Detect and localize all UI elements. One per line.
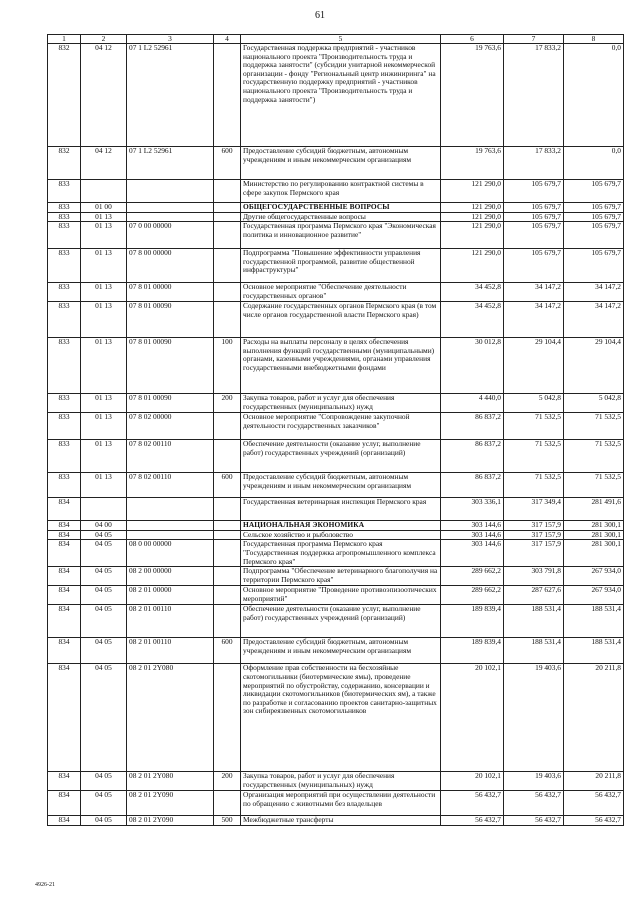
cell-target-article: 07 8 02 00110 [127,473,214,498]
cell-amount-2021: 121 290,0 [441,180,504,203]
cell-section: 04 05 [81,567,127,586]
cell-amount-2022: 17 833,2 [504,147,564,180]
table-row [48,147,624,180]
cell-amount-2021: 303 144,6 [441,521,504,531]
cell-amount-2022: 188 531,4 [504,605,564,638]
cell-expense-type: 200 [214,772,241,791]
cell-expense-type: 200 [214,394,241,413]
cell-amount-2022: 317 157,9 [504,530,564,540]
cell-admin-code: 834 [48,638,81,664]
cell-expense-type [214,521,241,531]
cell-amount-2022: 105 679,7 [504,222,564,249]
cell-amount-2023: 0,0 [564,44,624,147]
cell-admin-code: 833 [48,473,81,498]
cell-section: 01 13 [81,440,127,473]
cell-amount-2022: 56 432,7 [504,791,564,816]
cell-name: Предоставление субсидий бюджетным, автономным учреждениям и иным некоммерческим организациям [241,473,441,498]
cell-name: Организация мероприятий при осуществлении деятельности по обращению с животными без владельцев [241,791,441,816]
cell-admin-code: 833 [48,338,81,394]
cell-amount-2023: 34 147,2 [564,283,624,302]
cell-amount-2021: 303 144,6 [441,540,504,567]
cell-amount-2022: 317 349,4 [504,498,564,521]
cell-expense-type [214,498,241,521]
cell-amount-2023: 20 211,8 [564,664,624,772]
cell-amount-2022: 71 532,5 [504,413,564,440]
cell-name: Министерство по регулированию контрактной системы в сфере закупок Пермского края [241,180,441,203]
table-row [48,212,624,222]
cell-section: 04 05 [81,638,127,664]
cell-amount-2023: 71 532,5 [564,473,624,498]
cell-amount-2022: 105 679,7 [504,249,564,283]
cell-target-article: 07 8 02 00000 [127,413,214,440]
cell-amount-2022: 71 532,5 [504,473,564,498]
table-row [48,44,624,147]
cell-amount-2023: 5 042,8 [564,394,624,413]
cell-expense-type [214,222,241,249]
cell-amount-2022: 19 403,6 [504,772,564,791]
cell-section: 04 12 [81,44,127,147]
cell-amount-2023: 105 679,7 [564,249,624,283]
cell-section: 04 05 [81,772,127,791]
cell-section: 04 12 [81,147,127,180]
cell-amount-2022: 303 791,8 [504,567,564,586]
cell-name: Основное мероприятие "Проведение противоэпизоотических мероприятий" [241,586,441,605]
cell-section: 04 05 [81,664,127,772]
cell-admin-code: 834 [48,498,81,521]
table-row [48,530,624,540]
cell-amount-2023: 281 491,6 [564,498,624,521]
cell-amount-2022: 29 104,4 [504,338,564,394]
table-row [48,222,624,249]
table-row [48,567,624,586]
table-row [48,521,624,531]
table-row [48,413,624,440]
cell-amount-2021: 34 452,8 [441,283,504,302]
cell-amount-2021: 86 837,2 [441,440,504,473]
cell-expense-type [214,249,241,283]
cell-target-article: 07 1 L2 52961 [127,147,214,180]
cell-section: 04 05 [81,540,127,567]
cell-admin-code: 834 [48,567,81,586]
cell-amount-2022: 105 679,7 [504,203,564,213]
cell-admin-code: 834 [48,540,81,567]
cell-target-article: 08 2 01 00110 [127,605,214,638]
cell-amount-2022: 287 627,6 [504,586,564,605]
cell-admin-code: 833 [48,203,81,213]
cell-name: Оформление прав собственности на бесхозяйные скотомогильники (биотермические ямы), проведение мероприятий по обустройству, содержанию, консервации и ликвидации скотомогильников (биотермических ям), а также по разработке и согласованию проектов санитарно-защитных зон сибиреязвенных скотомогильников [241,664,441,772]
cell-admin-code: 833 [48,302,81,338]
cell-section: 01 13 [81,283,127,302]
cell-name: Закупка товаров, работ и услуг для обеспечения государственных (муниципальных) нужд [241,394,441,413]
column-number-row [48,35,624,44]
table-row [48,180,624,203]
cell-amount-2022: 5 042,8 [504,394,564,413]
cell-amount-2022: 188 531,4 [504,638,564,664]
cell-amount-2021: 121 290,0 [441,249,504,283]
cell-amount-2021: 289 662,2 [441,586,504,605]
table-row [48,394,624,413]
cell-amount-2023: 105 679,7 [564,212,624,222]
column-header: 2 [81,35,127,44]
cell-admin-code: 834 [48,772,81,791]
cell-name: Предоставление субсидий бюджетным, автономным учреждениям и иным некоммерческим организациям [241,638,441,664]
cell-name: Государственная ветеринарная инспекция Пермского края [241,498,441,521]
cell-name: Расходы на выплаты персоналу в целях обеспечения выполнения функций государственными (муниципальными) органами, казенными учреждениями, органами управления государственными внебюджетными фондами [241,338,441,394]
table-row [48,338,624,394]
table-row [48,440,624,473]
cell-amount-2022: 317 157,9 [504,521,564,531]
cell-target-article: 08 2 01 2Y090 [127,816,214,826]
cell-section: 01 13 [81,394,127,413]
cell-amount-2021: 303 336,1 [441,498,504,521]
cell-admin-code: 834 [48,816,81,826]
cell-expense-type [214,302,241,338]
cell-amount-2023: 56 432,7 [564,816,624,826]
cell-target-article [127,180,214,203]
cell-amount-2022: 105 679,7 [504,212,564,222]
cell-target-article [127,530,214,540]
cell-amount-2021: 189 839,4 [441,638,504,664]
cell-name: Предоставление субсидий бюджетным, автономным учреждениям и иным некоммерческим организациям [241,147,441,180]
cell-amount-2021: 121 290,0 [441,203,504,213]
cell-name: Сельское хозяйство и рыболовство [241,530,441,540]
cell-amount-2023: 71 532,5 [564,413,624,440]
cell-section: 04 05 [81,530,127,540]
cell-expense-type [214,605,241,638]
cell-admin-code: 834 [48,521,81,531]
cell-section [81,180,127,203]
cell-target-article: 07 8 01 00000 [127,283,214,302]
cell-expense-type [214,664,241,772]
table-row [48,249,624,283]
cell-amount-2021: 19 763,6 [441,147,504,180]
cell-admin-code: 833 [48,440,81,473]
cell-name: Подпрограмма "Обеспечение ветеринарного благополучия на территории Пермского края" [241,567,441,586]
cell-amount-2022: 19 403,6 [504,664,564,772]
cell-target-article: 07 1 L2 52961 [127,44,214,147]
cell-section: 01 13 [81,222,127,249]
cell-amount-2023: 267 934,0 [564,586,624,605]
cell-name: Государственная программа Пермского края "Государственная поддержка агропромышленного комплекса Пермского края" [241,540,441,567]
cell-amount-2023: 56 432,7 [564,791,624,816]
cell-amount-2023: 188 531,4 [564,605,624,638]
cell-amount-2022: 34 147,2 [504,302,564,338]
cell-amount-2023: 105 679,7 [564,180,624,203]
cell-expense-type: 600 [214,147,241,180]
cell-amount-2023: 105 679,7 [564,222,624,249]
cell-target-article: 08 0 00 00000 [127,540,214,567]
table-row [48,498,624,521]
cell-amount-2023: 281 300,1 [564,521,624,531]
cell-expense-type [214,567,241,586]
table-row [48,586,624,605]
column-header: 4 [214,35,241,44]
cell-amount-2023: 188 531,4 [564,638,624,664]
cell-section: 01 00 [81,203,127,213]
column-header: 5 [241,35,441,44]
cell-amount-2023: 0,0 [564,147,624,180]
cell-name: Обеспечение деятельности (оказание услуг, выполнение работ) государственных учреждений (организаций) [241,605,441,638]
cell-amount-2021: 19 763,6 [441,44,504,147]
cell-admin-code: 833 [48,394,81,413]
document-code: 4926-21 [35,882,55,888]
cell-admin-code: 833 [48,180,81,203]
cell-amount-2023: 105 679,7 [564,203,624,213]
cell-target-article: 07 8 00 00000 [127,249,214,283]
cell-admin-code: 834 [48,605,81,638]
cell-amount-2023: 281 300,1 [564,540,624,567]
cell-section: 01 13 [81,212,127,222]
cell-target-article: 08 2 01 00000 [127,586,214,605]
cell-expense-type [214,413,241,440]
cell-amount-2021: 56 432,7 [441,816,504,826]
cell-name: Содержание государственных органов Пермского края (в том числе органов государственной власти Пермского края) [241,302,441,338]
budget-table [47,34,624,826]
cell-amount-2023: 29 104,4 [564,338,624,394]
cell-amount-2023: 20 211,8 [564,772,624,791]
cell-admin-code: 833 [48,249,81,283]
cell-admin-code: 833 [48,283,81,302]
cell-amount-2022: 17 833,2 [504,44,564,147]
cell-section: 04 05 [81,586,127,605]
cell-expense-type: 500 [214,816,241,826]
column-header: 7 [504,35,564,44]
cell-amount-2021: 56 432,7 [441,791,504,816]
cell-expense-type [214,44,241,147]
column-header: 1 [48,35,81,44]
cell-expense-type [214,440,241,473]
cell-target-article: 08 2 01 2Y090 [127,791,214,816]
cell-expense-type [214,283,241,302]
cell-name: Основное мероприятие "Сопровождение закупочной деятельности государственных заказчиков" [241,413,441,440]
cell-admin-code: 834 [48,664,81,772]
cell-amount-2023: 71 532,5 [564,440,624,473]
cell-amount-2022: 317 157,9 [504,540,564,567]
cell-name: Основное мероприятие "Обеспечение деятельности государственных органов" [241,283,441,302]
cell-amount-2021: 30 012,8 [441,338,504,394]
cell-section: 04 05 [81,605,127,638]
cell-amount-2021: 121 290,0 [441,222,504,249]
cell-admin-code: 832 [48,44,81,147]
cell-name: Закупка товаров, работ и услуг для обеспечения государственных (муниципальных) нужд [241,772,441,791]
cell-section: 01 13 [81,473,127,498]
cell-expense-type: 600 [214,473,241,498]
cell-expense-type [214,212,241,222]
table-row [48,605,624,638]
cell-section: 01 13 [81,338,127,394]
cell-target-article [127,203,214,213]
cell-section [81,498,127,521]
cell-expense-type [214,791,241,816]
table-row [48,816,624,826]
cell-section: 01 13 [81,413,127,440]
cell-section: 01 13 [81,302,127,338]
cell-expense-type [214,540,241,567]
cell-amount-2023: 281 300,1 [564,530,624,540]
cell-admin-code: 833 [48,222,81,249]
cell-amount-2021: 86 837,2 [441,413,504,440]
cell-admin-code: 833 [48,413,81,440]
table-row [48,664,624,772]
cell-target-article: 08 2 01 2Y080 [127,664,214,772]
cell-target-article: 07 8 01 00090 [127,302,214,338]
cell-expense-type [214,180,241,203]
cell-name: Межбюджетные трансферты [241,816,441,826]
cell-target-article [127,521,214,531]
cell-target-article: 07 8 01 00090 [127,394,214,413]
cell-section: 04 05 [81,816,127,826]
cell-admin-code: 833 [48,212,81,222]
table-row [48,473,624,498]
cell-expense-type [214,586,241,605]
cell-amount-2021: 34 452,8 [441,302,504,338]
cell-amount-2022: 71 532,5 [504,440,564,473]
page-number: 61 [315,10,325,21]
cell-target-article: 07 0 00 00000 [127,222,214,249]
column-header: 8 [564,35,624,44]
table-row [48,791,624,816]
cell-amount-2021: 121 290,0 [441,212,504,222]
cell-target-article: 07 8 02 00110 [127,440,214,473]
column-header: 3 [127,35,214,44]
cell-amount-2021: 303 144,6 [441,530,504,540]
cell-amount-2022: 105 679,7 [504,180,564,203]
cell-amount-2021: 86 837,2 [441,473,504,498]
cell-target-article: 08 2 01 00110 [127,638,214,664]
cell-section: 04 00 [81,521,127,531]
cell-expense-type [214,530,241,540]
cell-amount-2023: 267 934,0 [564,567,624,586]
cell-amount-2021: 20 102,1 [441,772,504,791]
cell-name: ОБЩЕГОСУДАРСТВЕННЫЕ ВОПРОСЫ [241,203,441,213]
cell-target-article: 08 2 00 00000 [127,567,214,586]
cell-expense-type: 100 [214,338,241,394]
table-row [48,283,624,302]
table-row [48,638,624,664]
cell-admin-code: 834 [48,791,81,816]
cell-target-article [127,212,214,222]
cell-admin-code: 832 [48,147,81,180]
cell-name: Обеспечение деятельности (оказание услуг, выполнение работ) государственных учреждений (организаций) [241,440,441,473]
table-row [48,540,624,567]
cell-name: НАЦИОНАЛЬНАЯ ЭКОНОМИКА [241,521,441,531]
cell-name: Подпрограмма "Повышение эффективности управления государственной программой, развитие общественной инфраструктуры" [241,249,441,283]
cell-target-article: 07 8 01 00090 [127,338,214,394]
cell-target-article [127,498,214,521]
cell-amount-2022: 56 432,7 [504,816,564,826]
cell-name: Другие общегосударственные вопросы [241,212,441,222]
cell-amount-2021: 189 839,4 [441,605,504,638]
cell-amount-2021: 289 662,2 [441,567,504,586]
cell-expense-type [214,203,241,213]
table-row [48,302,624,338]
cell-expense-type: 600 [214,638,241,664]
cell-section: 04 05 [81,791,127,816]
cell-amount-2023: 34 147,2 [564,302,624,338]
cell-section: 01 13 [81,249,127,283]
column-header: 6 [441,35,504,44]
cell-amount-2021: 20 102,1 [441,664,504,772]
cell-target-article: 08 2 01 2Y080 [127,772,214,791]
cell-name: Государственная поддержка предприятий - участников национального проекта "Производительность труда и поддержка занятости" (субсидии унитарной некоммерческой организации - фонду "Региональный центр инжиниринга" на государственную поддержку предприятий - участников национального проекта "Производительность труда и поддержка занятости") [241,44,441,147]
table-row [48,203,624,213]
cell-admin-code: 834 [48,530,81,540]
cell-admin-code: 834 [48,586,81,605]
table-row [48,772,624,791]
cell-amount-2022: 34 147,2 [504,283,564,302]
cell-amount-2021: 4 440,0 [441,394,504,413]
cell-name: Государственная программа Пермского края "Экономическая политика и инновационное развитие" [241,222,441,249]
